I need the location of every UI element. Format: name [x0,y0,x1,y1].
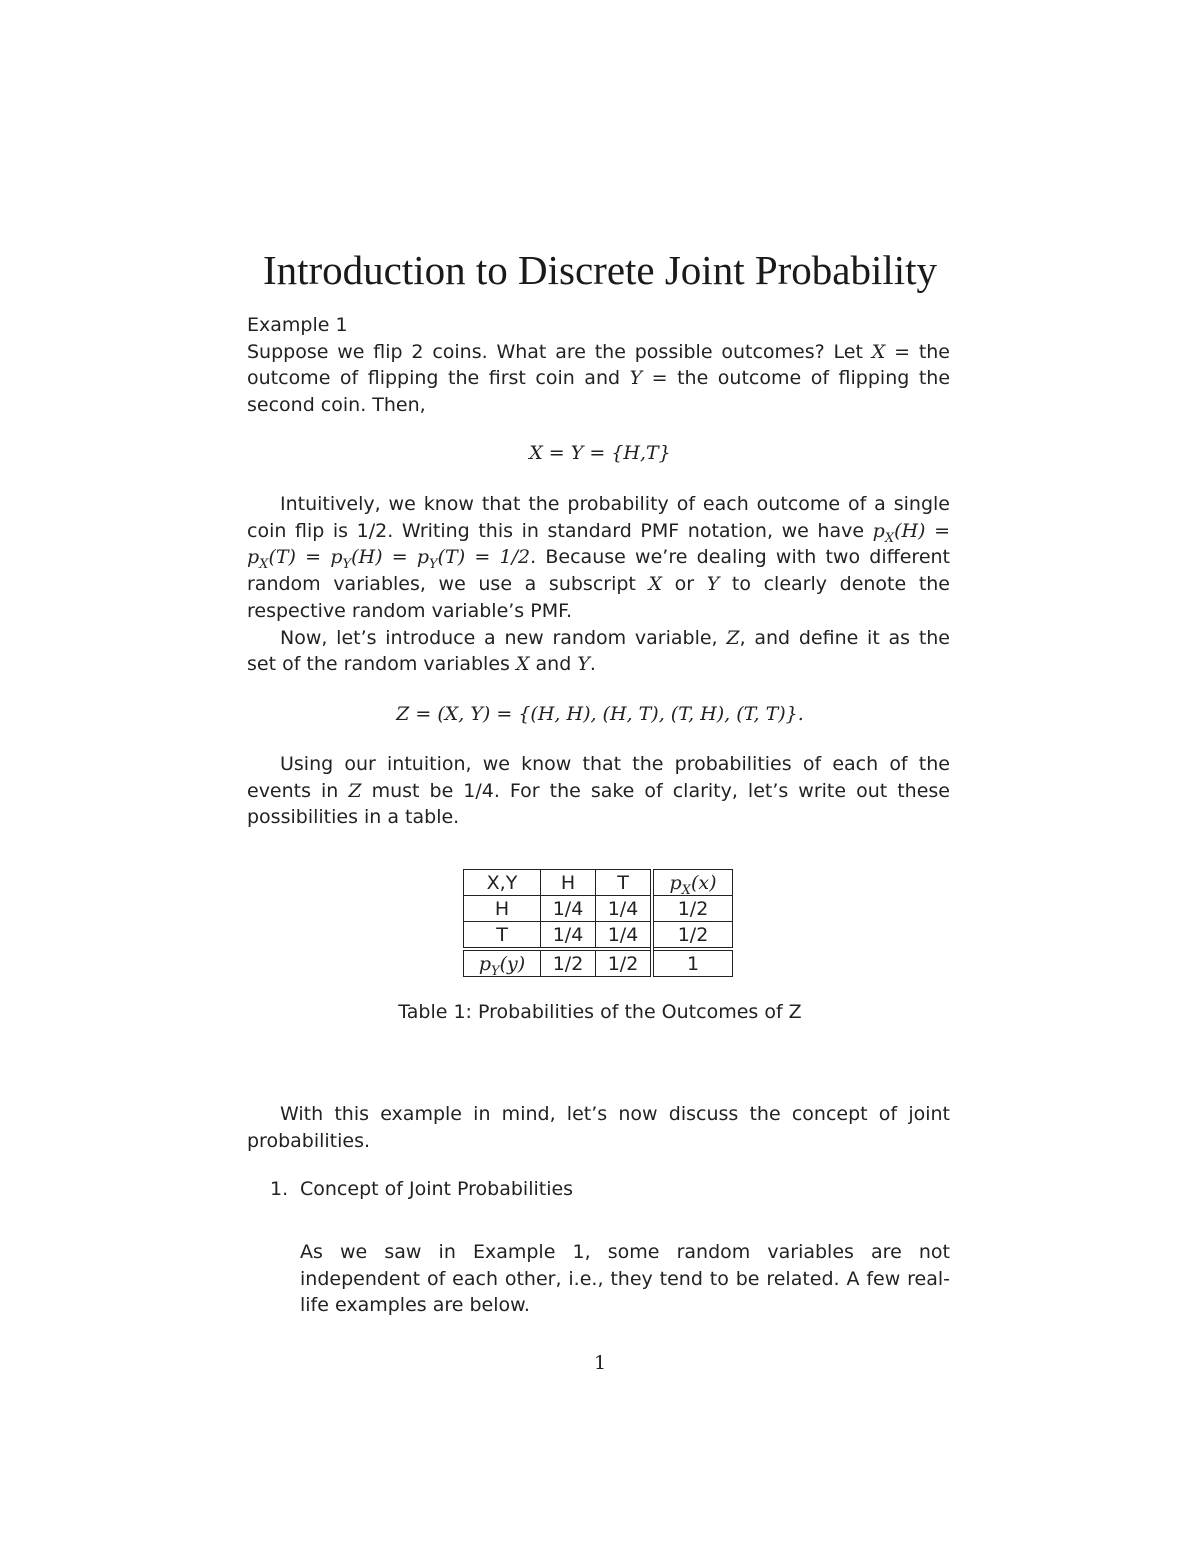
table-cell: 1/2 [652,922,733,950]
paragraph-5-block [247,1101,950,1154]
table-cell: T [464,922,541,950]
table-cell: X,Y [464,870,541,896]
table-cell: 1/2 [541,949,596,977]
p3-text-3: and [529,653,578,676]
table-cell: 1/2 [596,949,653,977]
paragraph-5: With this example in mind, let’s now discuss the concept of joint probabilities. [247,1103,950,1152]
table-cell: 1/2 [652,896,733,922]
table-cell: T [596,870,653,896]
equation-2: Z = (X, Y) = {(H, H), (H, T), (T, H), (T, T)}. [396,703,804,725]
example-block [247,312,950,419]
list-item [270,1178,573,1200]
table-row [464,896,733,922]
p1-var-y: Y [629,367,643,390]
table-cell: 1/4 [596,896,653,922]
p2-text-3: or [662,573,707,596]
list-number: 1. [270,1178,289,1200]
probability-table [463,869,733,977]
p3-var-x: X [515,653,530,676]
paragraph-6: As we saw in Example 1, some random variables are not independent of each other, i.e., they tend to be related. A few real-life examples are below. [300,1241,950,1317]
p1-var-x: X [871,340,886,363]
table-cell: H [464,896,541,922]
table-cell: H [541,870,596,896]
p1-text-2: = the outcome of flipping the first coin and [247,340,950,390]
p2-var-x: X [648,573,663,596]
p2-text-1: Intuitively, we know that the probability of each outcome of a single coin flip is 1/2. Writing this in standard PMF notation, we have [247,493,950,542]
table-cell: 1 [652,949,733,977]
table-header-row [464,870,733,896]
p1-text-1: Suppose we flip 2 coins. What are the possible outcomes? Let [247,340,872,363]
table-footer-row [464,949,733,977]
p4-var-z: Z [348,779,362,802]
table-cell: 1/4 [596,922,653,950]
p3-text-4: . [589,653,596,676]
example-heading: Example 1 [247,314,348,336]
document-title: Introduction to Discrete Joint Probability [262,247,938,293]
table-row [464,922,733,950]
paragraph-2 [247,491,950,625]
paragraphs-2-3 [247,491,950,678]
p4-text-2: must be 1/4. For the sake of clarity, let’s write out these possibilities in a table. [247,779,950,829]
list-label: Concept of Joint Probabilities [300,1178,574,1200]
page-number: 1 [593,1352,607,1374]
table-cell: $p_X(x)$ [652,870,733,896]
paragraph-1 [247,339,950,419]
p3-text-2: , and define it as the set of the random variables [247,626,951,676]
p2-pmf-math: $p_X(H) = p_X(T) = p_Y(H) = p_Y(T) = 1/2$ [247,519,950,573]
table-cell: 1/4 [541,922,596,950]
table-cell: $p_Y(y)$ [464,949,541,977]
table-cell: 1/4 [541,896,596,922]
paragraph-3 [247,625,950,678]
p3-text-1: Now, let’s introduce a new random variable, [280,626,727,649]
p3-var-z: Z [726,626,740,649]
p2-var-y: Y [706,573,720,596]
p2-text-2: . Because we’re dealing with two different random variables, we use a subscript [247,546,951,596]
table-caption: Table 1: Probabilities of the Outcomes of Z [398,1001,802,1023]
p4-text-1: Using our intuition, we know that the probabilities of each of the events in [247,753,950,802]
paragraph-4-block [247,751,950,831]
p1-text-3: = the outcome of flipping the second coin. Then, [247,367,951,417]
p2-text-4: to clearly denote the respective random variable’s PMF. [247,573,950,622]
paragraph-4 [247,751,950,831]
equation-1: X = Y = {H,T} [529,442,671,464]
p3-var-y: Y [577,653,590,676]
